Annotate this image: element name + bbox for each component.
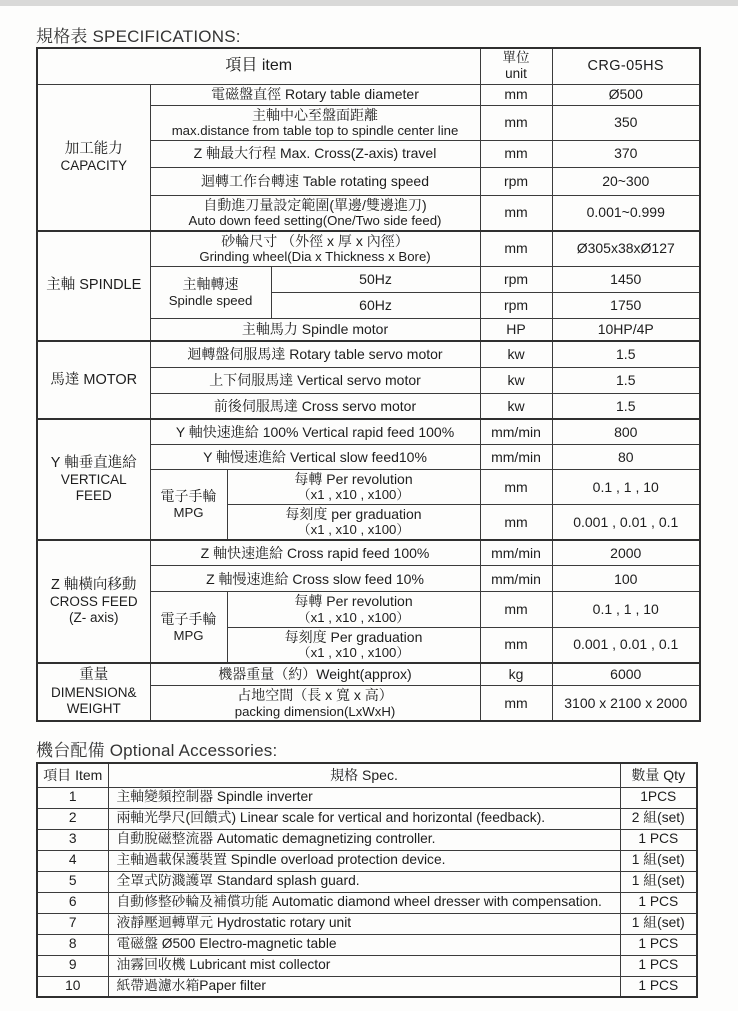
acc-qty-cell: 1 PCS — [620, 892, 697, 913]
spec-value-cell: 1.5 — [552, 367, 700, 393]
acc-no-cell: 2 — [37, 808, 108, 829]
acc-qty-cell: 1 PCS — [620, 934, 697, 955]
text-line-zh: 每刻度 Per graduation — [284, 628, 423, 645]
spec-unit-cell: mm/min — [480, 540, 552, 566]
spec-value-cell: 350 — [552, 105, 700, 140]
table-row — [37, 540, 700, 566]
spec-unit-cell: kw — [480, 367, 552, 393]
spec-unit-cell: mm/min — [480, 419, 552, 444]
spec-item-cell: 50Hz — [271, 266, 480, 292]
spec-unit-cell: mm — [480, 195, 552, 231]
acc-spec-cell: 油霧回收機 Lubricant mist collector — [108, 955, 620, 976]
list-item — [37, 913, 697, 934]
text-line-zh: 主軸轉速 — [182, 276, 239, 293]
spec-unit-cell: kw — [480, 341, 552, 367]
text-line-zh: 每轉 Per revolution — [294, 470, 413, 487]
table-row — [37, 341, 700, 367]
spec-item-cell: Z 軸快速進給 Cross rapid feed 100% — [150, 540, 480, 566]
spec-item-cell: Y 軸快速進給 100% Vertical rapid feed 100% — [150, 419, 480, 444]
spec-unit-cell: mm — [480, 140, 552, 167]
spec-item-cell: Z 軸慢速進給 Cross slow feed 10% — [150, 566, 480, 592]
text-line-zh: 砂輪尺寸 （外徑 x 厚 x 內徑） — [221, 232, 409, 249]
spec-value-cell: 370 — [552, 140, 700, 167]
header-model-cell: CRG-05HS — [552, 48, 700, 84]
spec-unit-cell: kw — [480, 393, 552, 419]
text-line-en: （x1 , x10 , x100） — [297, 609, 410, 625]
spec-value-cell: 2000 — [552, 540, 700, 566]
spec-value-cell: 1.5 — [552, 341, 700, 367]
text-line-zh: 主軸 SPINDLE — [46, 277, 142, 294]
spec-unit-cell: mm — [480, 84, 552, 105]
group-cell-dimension-weight — [37, 663, 150, 722]
spec-item-cell: 電磁盤直徑 Rotary table diameter — [150, 84, 480, 105]
spec-section-title: 規格表 SPECIFICATIONS: — [36, 27, 241, 46]
spec-item-cell: 迴轉盤伺服馬達 Rotary table servo motor — [150, 341, 480, 367]
text-line-en: WEIGHT — [66, 700, 121, 716]
list-item — [37, 829, 697, 850]
text-line-en: CROSS FEED — [49, 593, 138, 609]
accessories-section-title: 機台配備 Optional Accessories: — [36, 741, 278, 760]
text-line-zh: 每轉 Per revolution — [294, 593, 413, 610]
table-row — [37, 84, 700, 105]
spec-unit-cell: mm — [480, 627, 552, 663]
acc-qty-cell: 1 PCS — [620, 955, 697, 976]
acc-no-cell: 6 — [37, 892, 108, 913]
acc-qty-cell: 1 PCS — [620, 976, 697, 997]
spec-item-cell: 主軸馬力 Spindle motor — [150, 318, 480, 341]
spec-unit-cell: mm — [480, 686, 552, 722]
spec-item-cell — [227, 627, 480, 663]
acc-spec-cell: 自動修整砂輪及補償功能 Automatic diamond wheel dresser with compensation. — [108, 892, 620, 913]
acc-qty-cell: 1 組(set) — [620, 871, 697, 892]
spec-item-cell — [150, 195, 480, 231]
text-line-en: (Z- axis) — [69, 609, 119, 625]
group-cell-cross-feed — [37, 540, 150, 663]
spec-item-cell — [150, 105, 480, 140]
spec-unit-cell: mm/min — [480, 444, 552, 469]
header-item-cell: 項目 Item — [37, 763, 108, 787]
text-line-zh: 電子手輪 — [160, 611, 217, 628]
acc-spec-cell: 主軸變頻控制器 Spindle inverter — [108, 787, 620, 808]
list-item — [37, 808, 697, 829]
text-line-en: MPG — [173, 627, 204, 643]
spec-item-cell — [227, 592, 480, 627]
spec-value-cell: 1.5 — [552, 393, 700, 419]
spec-item-cell: 迴轉工作台轉速 Table rotating speed — [150, 167, 480, 195]
header-spec-cell: 規格 Spec. — [108, 763, 620, 787]
spec-value-cell: Ø500 — [552, 84, 700, 105]
text-line-zh: 占地空間（長 x 寬 x 高） — [237, 687, 393, 704]
spec-unit-cell: HP — [480, 318, 552, 341]
spec-item-cell — [227, 469, 480, 504]
header-qty-cell: 數量 Qty — [620, 763, 697, 787]
group-cell-capacity — [37, 84, 150, 231]
acc-qty-cell: 1 組(set) — [620, 913, 697, 934]
acc-no-cell: 7 — [37, 913, 108, 934]
acc-no-cell: 3 — [37, 829, 108, 850]
spec-unit-cell: rpm — [480, 266, 552, 292]
acc-no-cell: 9 — [37, 955, 108, 976]
acc-no-cell: 4 — [37, 850, 108, 871]
acc-spec-cell: 紙帶過濾水箱Paper filter — [108, 976, 620, 997]
spec-value-cell: 100 — [552, 566, 700, 592]
text-line-en: CAPACITY — [60, 157, 127, 173]
spec-value-cell: 0.1 , 1 , 10 — [552, 592, 700, 627]
spec-unit-cell: rpm — [480, 292, 552, 318]
text-line-zh: Z 軸橫向移動 — [51, 576, 137, 593]
spec-unit-cell: mm/min — [480, 566, 552, 592]
table-row — [37, 663, 700, 686]
spec-value-cell: 800 — [552, 419, 700, 444]
text-line-zh: 重量 — [79, 667, 109, 684]
spec-unit-cell: rpm — [480, 167, 552, 195]
acc-spec-cell: 自動脫磁整流器 Automatic demagnetizing controller. — [108, 829, 620, 850]
spec-value-cell: 1450 — [552, 266, 700, 292]
spec-value-cell: 0.001~0.999 — [552, 195, 700, 231]
text-line-en: MPG — [173, 504, 204, 520]
acc-spec-cell: 兩軸光學尺(回饋式) Linear scale for vertical and horizontal (feedback). — [108, 808, 620, 829]
list-item — [37, 955, 697, 976]
spec-value-cell: 1750 — [552, 292, 700, 318]
spec-value-cell: 3100 x 2100 x 2000 — [552, 686, 700, 722]
list-item — [37, 934, 697, 955]
acc-qty-cell: 2 組(set) — [620, 808, 697, 829]
table-row — [37, 231, 700, 267]
spec-value-cell: Ø305x38xØ127 — [552, 231, 700, 267]
spec-value-cell: 0.001 , 0.01 , 0.1 — [552, 627, 700, 663]
text-line-zh: 單位 — [502, 50, 530, 66]
acc-qty-cell: 1 組(set) — [620, 850, 697, 871]
spec-unit-cell: mm — [480, 592, 552, 627]
list-item — [37, 976, 697, 997]
text-line-en: （x1 , x10 , x100） — [297, 487, 410, 503]
acc-no-cell: 5 — [37, 871, 108, 892]
spec-unit-cell: mm — [480, 231, 552, 267]
list-item — [37, 871, 697, 892]
spec-value-cell: 6000 — [552, 663, 700, 686]
spec-unit-cell: kg — [480, 663, 552, 686]
accessories-table — [36, 762, 698, 998]
acc-qty-cell: 1PCS — [620, 787, 697, 808]
text-line-en: Spindle speed — [168, 292, 253, 308]
acc-no-cell: 8 — [37, 934, 108, 955]
spec-unit-cell: mm — [480, 469, 552, 504]
spec-subgroup-cell-mpg — [150, 469, 227, 540]
text-line-en: packing dimension(LxWxH) — [234, 703, 396, 719]
acc-qty-cell: 1 PCS — [620, 829, 697, 850]
header-item-cell: 項目 item — [37, 48, 480, 84]
accessories-header-row — [37, 763, 697, 787]
spec-item-cell: 機器重量（約）Weight(approx) — [150, 663, 480, 686]
spec-unit-cell: mm — [480, 504, 552, 540]
spec-item-cell: 上下伺服馬達 Vertical servo motor — [150, 367, 480, 393]
spec-unit-cell: mm — [480, 105, 552, 140]
text-line-en: FEED — [75, 488, 112, 504]
spec-value-cell: 20~300 — [552, 167, 700, 195]
text-line-en: unit — [505, 66, 527, 82]
text-line-zh: 馬達 MOTOR — [50, 371, 138, 388]
text-line-en: （x1 , x10 , x100） — [297, 522, 410, 538]
specifications-table — [36, 47, 701, 722]
group-cell-spindle — [37, 231, 150, 342]
text-line-zh: 主軸中心至盤面距離 — [252, 106, 378, 123]
acc-spec-cell: 電磁盤 Ø500 Electro-magnetic table — [108, 934, 620, 955]
acc-no-cell: 10 — [37, 976, 108, 997]
spec-item-cell: 前後伺服馬達 Cross servo motor — [150, 393, 480, 419]
spec-subgroup-cell-spindle-speed — [150, 266, 271, 318]
table-row — [37, 419, 700, 444]
spec-value-cell: 10HP/4P — [552, 318, 700, 341]
scan-edge-artifact — [0, 0, 738, 6]
text-line-en: Grinding wheel(Dia x Thickness x Bore) — [199, 249, 431, 265]
text-line-en: Auto down feed setting(One/Two side feed) — [188, 213, 442, 229]
acc-spec-cell: 主軸過載保護裝置 Spindle overload protection device. — [108, 850, 620, 871]
spec-value-cell: 0.1 , 1 , 10 — [552, 469, 700, 504]
text-line-zh: 電子手輪 — [160, 488, 217, 505]
text-line-en: VERTICAL — [60, 472, 127, 488]
text-line-en: （x1 , x10 , x100） — [297, 645, 410, 661]
list-item — [37, 787, 697, 808]
text-line-en: max.distance from table top to spindle center line — [171, 123, 459, 139]
text-line-zh: 加工能力 — [64, 140, 123, 157]
acc-spec-cell: 液靜壓迴轉單元 Hydrostatic rotary unit — [108, 913, 620, 934]
text-line-en: DIMENSION& — [50, 684, 137, 700]
list-item — [37, 850, 697, 871]
text-line-zh: 自動進刀量設定範圍(單邊/雙邊進刀) — [203, 196, 427, 213]
spec-item-cell — [150, 686, 480, 722]
group-cell-vertical-feed — [37, 419, 150, 540]
acc-no-cell: 1 — [37, 787, 108, 808]
spec-item-cell: 60Hz — [271, 292, 480, 318]
spec-item-cell: Z 軸最大行程 Max. Cross(Z-axis) travel — [150, 140, 480, 167]
spec-item-cell — [150, 231, 480, 267]
spec-subgroup-cell-mpg — [150, 592, 227, 663]
spec-item-cell: Y 軸慢速進給 Vertical slow feed10% — [150, 444, 480, 469]
spec-value-cell: 0.001 , 0.01 , 0.1 — [552, 504, 700, 540]
spec-header-row — [37, 48, 700, 84]
spec-item-cell — [227, 504, 480, 540]
text-line-zh: Y 軸垂直進給 — [50, 455, 137, 472]
text-line-zh: 每刻度 per graduation — [285, 505, 422, 522]
list-item — [37, 892, 697, 913]
header-unit-cell — [480, 48, 552, 84]
group-cell-motor — [37, 341, 150, 419]
acc-spec-cell: 全罩式防濺護罩 Standard splash guard. — [108, 871, 620, 892]
spec-value-cell: 80 — [552, 444, 700, 469]
